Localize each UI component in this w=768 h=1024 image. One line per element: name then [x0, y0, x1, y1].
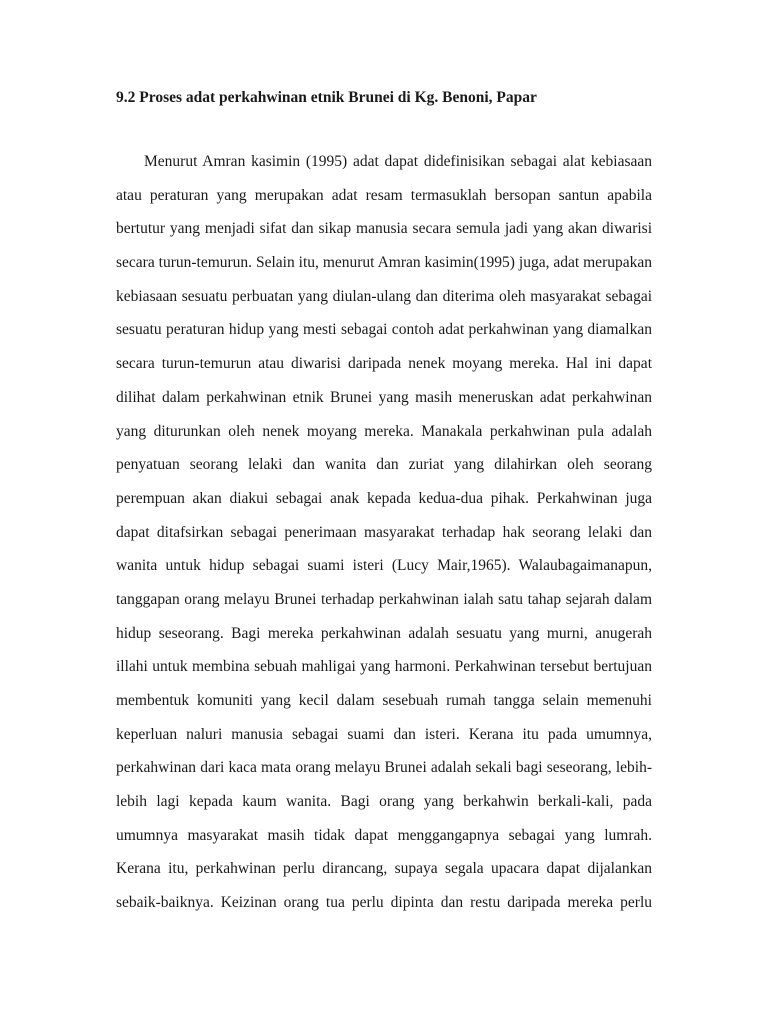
text-line: secara turun-temurun atau diwarisi daripada nenek moyang mereka. Hal ini dapat: [116, 355, 652, 373]
text-line: sebaik-baiknya. Keizinan orang tua perlu dipinta dan restu daripada mereka perlu: [116, 894, 652, 912]
text-line: keperluan naluri manusia sebagai suami dan isteri. Kerana itu pada umumnya,: [116, 725, 652, 743]
text-line: Kerana itu, perkahwinan perlu dirancang, supaya segala upacara dapat dijalankan: [116, 860, 652, 878]
text-line: bertutur yang menjadi sifat dan sikap manusia secara semula jadi yang akan diwarisi: [116, 220, 652, 238]
text-line: dilihat dalam perkahwinan etnik Brunei yang masih meneruskan adat perkahwinan: [116, 388, 652, 406]
text-line: perkahwinan dari kaca mata orang melayu Brunei adalah sekali bagi seseorang, lebih-: [116, 759, 652, 777]
text-line: wanita untuk hidup sebagai suami isteri (Lucy Mair,1965). Walaubagaimanapun,: [116, 557, 652, 575]
text-line: penyatuan seorang lelaki dan wanita dan zuriat yang dilahirkan oleh seorang: [116, 456, 652, 474]
text-line: atau peraturan yang merupakan adat resam termasuklah bersopan santun apabila: [116, 186, 652, 204]
text-line: hidup seseorang. Bagi mereka perkahwinan adalah sesuatu yang murni, anugerah: [116, 624, 652, 642]
text-line: sesuatu peraturan hidup yang mesti sebagai contoh adat perkahwinan yang diamalkan: [116, 321, 652, 339]
text-line: secara turun-temurun. Selain itu, menurut Amran kasimin(1995) juga, adat merupakan: [116, 254, 652, 272]
text-line: perempuan akan diakui sebagai anak kepada kedua-dua pihak. Perkahwinan juga: [116, 489, 652, 507]
text-line: umumnya masyarakat masih tidak dapat menggangapnya sebagai yang lumrah.: [116, 826, 652, 844]
text-line: lebih lagi kepada kaum wanita. Bagi orang yang berkahwin berkali-kali, pada: [116, 793, 652, 811]
text-line: membentuk komuniti yang kecil dalam sesebuah rumah tangga selain memenuhi: [116, 692, 652, 709]
body-paragraph: [116, 152, 652, 927]
text-line: kebiasaan sesuatu perbuatan yang diulan-ulang dan diterima oleh masyarakat sebagai: [116, 287, 652, 305]
text-line: tanggapan orang melayu Brunei terhadap perkahwinan ialah satu tahap sejarah dalam: [116, 590, 652, 608]
text-line: illahi untuk membina sebuah mahligai yang harmoni. Perkahwinan tersebut bertujuan: [116, 658, 652, 676]
text-line: dapat ditafsirkan sebagai penerimaan masyarakat terhadap hak seorang lelaki dan: [116, 523, 652, 541]
text-line: Menurut Amran kasimin (1995) adat dapat didefinisikan sebagai alat kebiasaan: [144, 153, 652, 170]
section-heading: 9.2 Proses adat perkahwinan etnik Brunei di Kg. Benoni, Papar: [116, 89, 537, 106]
text-line: yang diturunkan oleh nenek moyang mereka. Manakala perkahwinan pula adalah: [116, 422, 652, 440]
